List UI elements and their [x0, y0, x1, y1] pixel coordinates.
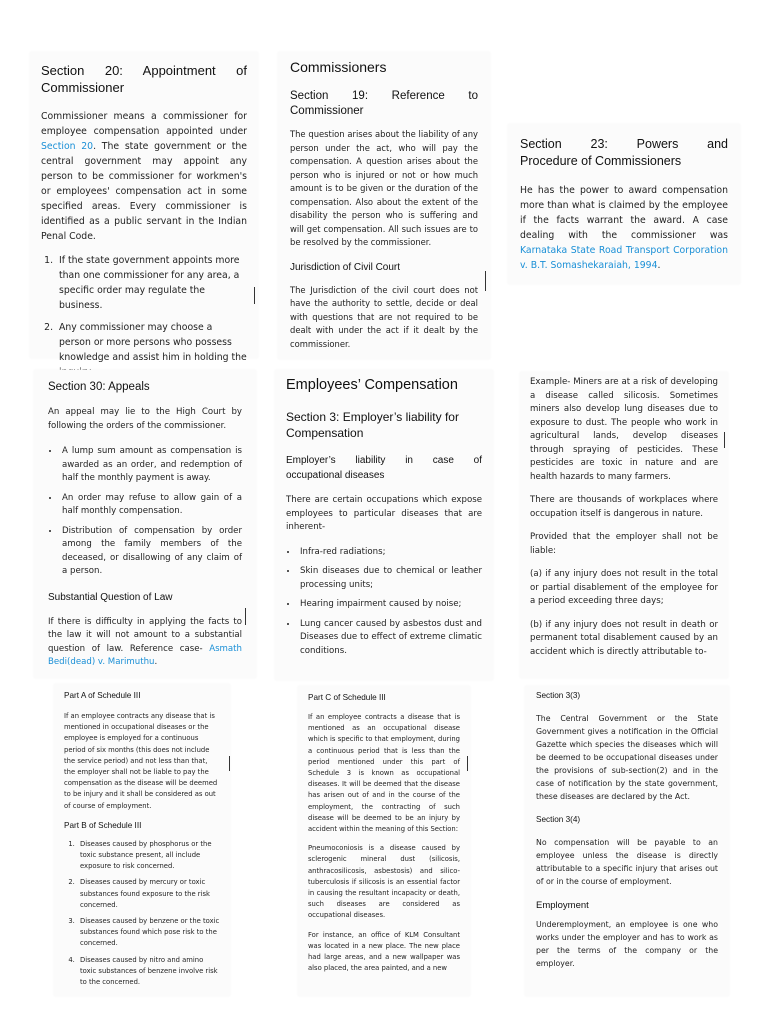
list-item: • Infra-red radiations;	[298, 546, 482, 560]
example-card	[520, 372, 728, 678]
employment-paragraph: Underemployment, an employee is one who works under the employer and has to work as per the terms of the company or the employer.	[536, 920, 718, 968]
section-23-paragraph: He has the power to award compensation more than what is claimed by the employee if the facts warrant the award. A case dealing with the commissioner was Karnataka State Road Transport Corporation v. B.T. Somashekaraiah, 1994.	[520, 185, 728, 271]
text-cursor	[254, 287, 255, 304]
text-cursor	[229, 756, 230, 771]
pneumoconiosis-paragraph: Pneumoconiosis is a disease caused by sclerogenic mineral dust (silicosis, anthracosilicosis, asbestosis) and silico-tuberculosis if silicosis is an essential factor in causing the resultant incapacity or death, such diseases are considered as occupational diseases.	[308, 844, 460, 920]
section-30-card	[34, 370, 256, 678]
section-30-paragraph: An appeal may lie to the High Court by following the orders of the commissioner.	[48, 407, 242, 431]
text-cursor	[724, 432, 725, 448]
section-20-card	[30, 52, 258, 363]
list-item: 2. Diseases caused by mercury or toxic substances found exposure to the risk concerned.	[77, 877, 220, 911]
occupations-paragraph: There are certain occupations which expose employees to particular diseases that are inherent-	[286, 495, 482, 532]
section-3-title: Section 3: Employer’s liability for Compensation	[286, 410, 459, 440]
text-cursor	[485, 271, 486, 291]
clause-b-paragraph: (b) if any injury does not result in death or permanent total disablement caused by an accident which is directly attributable to-	[530, 619, 718, 657]
part-b-title: Part B of Schedule III	[64, 820, 142, 830]
section-3-4-title: Section 3(4)	[536, 815, 581, 824]
section-19-title: Section 19: Reference to Commissioner	[290, 90, 478, 117]
section-3-4-paragraph: No compensation will be payable to an employee unless the disease is directly attributable to a specific injury that arises out of or in the course of employment.	[536, 838, 718, 886]
section-23-title: Section 23: Powers and Procedure of Commissioners	[520, 137, 728, 168]
list-item: 3. Diseases caused by benzene or the toxic substances found which pose risk to the concerned.	[77, 916, 220, 950]
list-item: 1. If the state government appoints more than one commissioner for any area, a specific order may regulate the business.	[56, 253, 247, 313]
section-20-title: Section 20: Appointment of Commissioner	[41, 63, 247, 95]
list-item: 2. Any commissioner may choose a person or more persons who possess knowledge and assist him in holding the	[56, 320, 247, 380]
section-30-list	[60, 445, 242, 579]
list-item: • Distribution of compensation by order among the family members of the deceased, or disallowing of any claim of a person.	[60, 525, 242, 579]
section-19-paragraph: The question arises about the liability of any person under the act, who will pay the compensation. A question arises about the person who is injured or not or how much amount is to be given or the duration of the compensation. Also about the extent of the disability the person who is suffering and will get compensation. All such issues are to be resolved by the commissioner.	[290, 129, 478, 247]
list-item: • An order may refuse to allow gain of a half monthly compensation.	[60, 492, 242, 519]
substantial-question-subtitle: Substantial Question of Law	[48, 591, 173, 603]
occupations-list	[298, 546, 482, 659]
provided-paragraph: Provided that the employer shall not be liable:	[530, 532, 718, 556]
occupational-diseases-subtitle: Employer’s liability in case of occupational diseases	[286, 455, 482, 481]
part-b-list	[77, 839, 220, 988]
commissioners-heading: Commissioners	[290, 59, 387, 75]
reference-case-link[interactable]: Asmath Bedi(dead) v. Marimuthu	[48, 643, 242, 667]
employees-compensation-heading: Employees’ Compensation	[286, 377, 458, 393]
schedule-3-part-c-card	[298, 686, 470, 996]
example-office-paragraph: For instance, an office of KLM Consultant was located in a new place. The new place had large areas, and a new wallpaper was also placed, the area painted, and a new	[308, 930, 460, 973]
civil-court-paragraph: The Jurisdiction of the civil court does not have the authority to settle, decide or deal with questions that are not required to be dealt with under the act if it dealt by the commissioner.	[290, 284, 478, 349]
civil-court-subtitle: Jurisdiction of Civil Court	[290, 261, 401, 273]
workplaces-paragraph: There are thousands of workplaces where occupation itself is dangerous in nature.	[530, 495, 718, 519]
part-c-title: Part C of Schedule III	[308, 693, 386, 702]
employment-title: Employment	[536, 900, 589, 911]
schedule-3-part-a-card	[54, 684, 230, 996]
section-3-3-paragraph: The Central Government or the State Government gives a notification in the Official Gazette which species the diseases which will be deemed to be occupational diseases under the provisions of sub-section(2) and in the case of notification by the state government, these diseases are declared by the Act.	[536, 714, 718, 801]
list-item: • A lump sum amount as compensation is awarded as an order, and redemption of half the monthly payment is away.	[60, 445, 242, 486]
section-20-paragraph: Commissioner means a commissioner for employee compensation appointed under Section 20. The state government or the central government may appoint any person to be commissioner for workmen's or employees' compensation act in some specified areas. Every commissioner is identified as a public servant in the Indian Penal Code.	[41, 111, 247, 242]
part-c-paragraph: If an employee contracts a disease that is mentioned as an occupational disease which is specific to that employment, during a continuous period that is less than the period mentioned under this part of Schedule 3 is known as occupational diseases. It will be deemed that the disease has arisen out of and in the course of the employment, the contracting of such disease will be deemed to be an injury by accident within the meaning of this Section:	[308, 713, 460, 834]
list-item: • Hearing impairment caused by noise;	[298, 598, 482, 612]
section-20-link[interactable]: Section 20	[41, 141, 94, 152]
employees-compensation-card	[275, 370, 493, 680]
section-19-card	[278, 52, 490, 359]
list-item: • Lung cancer caused by asbestos dust and Diseases due to effect of extreme climatic conditions.	[298, 618, 482, 659]
list-item: • Skin diseases due to chemical or leather processing units;	[298, 565, 482, 592]
section-23-card	[508, 124, 740, 284]
list-item: 1. Diseases caused by phosphorus or the toxic substance present, all include exposure to risk concerned.	[77, 839, 220, 873]
section-20-list	[56, 253, 247, 380]
clause-a-paragraph: (a) if any injury does not result in the total or partial disablement of the employee for a period exceeding three days;	[530, 569, 718, 606]
part-a-title: Part A of Schedule III	[64, 691, 141, 700]
case-link[interactable]: Karnataka State Road Transport Corporation v. B.T. Somashekaraiah, 1994	[520, 245, 728, 271]
text-cursor	[245, 608, 246, 625]
section-30-title: Section 30: Appeals	[48, 381, 150, 393]
example-paragraph: Example- Miners are at a risk of developing a disease called silicosis. Sometimes miners also develop lung diseases due to exposure to dust. The people who work in agricultural lands, develop diseases through spraying of pesticides. These pesticides are toxic in nature and are health hazards to many farmers.	[530, 377, 718, 482]
text-cursor	[467, 756, 468, 771]
substantial-question-paragraph: If there is difficulty in applying the facts to the law it will not amount to a substantial question of law. Reference case- Asmath Bedi(dead) v. Marimuthu.	[48, 616, 242, 667]
section-3-subsections-card	[525, 686, 729, 996]
section-3-3-title: Section 3(3)	[536, 691, 581, 700]
list-item: 4. Diseases caused by nitro and amino toxic substances of benzene involve risk to the concerned.	[77, 955, 220, 989]
part-a-paragraph: If an employee contracts any disease that is mentioned in occupational diseases or the employee is employed for a continuous period of six months (this does not include the service period) and not less than that, the employer shall not be liable to pay the compensation as the disease will be deemed to be injury and it shall be considered as out of course of employment.	[64, 712, 218, 810]
